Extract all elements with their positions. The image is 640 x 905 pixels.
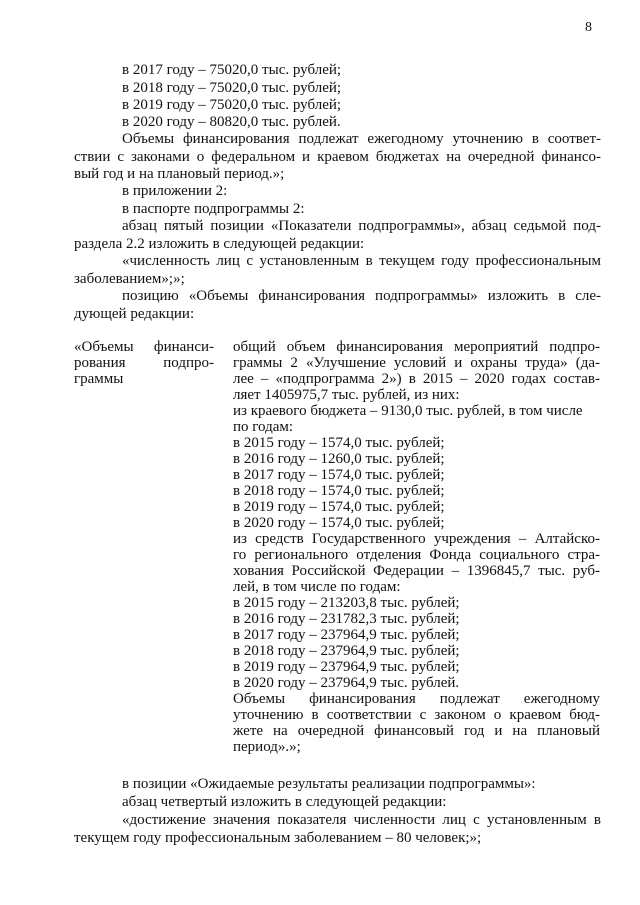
year-line: в 2018 году – 75020,0 тыс. рублей; (122, 80, 342, 96)
table-right-line: из средств Государственного учреждения – Алтайско- (233, 531, 600, 547)
page-number: 8 (585, 20, 592, 35)
table-right-line: по годам: (233, 419, 294, 435)
table-right-line: в 2018 году – 237964,9 тыс. рублей; (233, 643, 460, 659)
table-left-cell (74, 339, 214, 387)
table-right-line: лее – «подпрограмма 2») в 2015 – 2020 годах состав- (233, 371, 600, 387)
table-right-line: в 2017 году – 237964,9 тыс. рублей; (233, 627, 460, 643)
year-line: в 2020 году – 80820,0 тыс. рублей. (122, 114, 341, 130)
table-right-line: из краевого бюджета – 9130,0 тыс. рублей, в том числе (233, 403, 583, 419)
bottom-line: в позиции «Ожидаемые результаты реализации подпрограммы»: (122, 776, 536, 792)
passport-line: в паспорте подпрограммы 2: (122, 201, 305, 217)
table-left-line: граммы (74, 371, 124, 387)
table-right-line: Объемы финансирования подлежат ежегодному (233, 691, 600, 707)
year-line: в 2019 году – 75020,0 тыс. рублей; (122, 97, 342, 113)
table-right-line: в 2020 году – 1574,0 тыс. рублей; (233, 515, 445, 531)
table-right-line: уточнению в соответствии с законом о краевом бюд- (233, 707, 600, 723)
table-right-line: в 2016 году – 1260,0 тыс. рублей; (233, 451, 445, 467)
table-right-line: в 2017 году – 1574,0 тыс. рублей; (233, 467, 445, 483)
year-line: в 2017 году – 75020,0 тыс. рублей; (122, 62, 342, 78)
annex-line: в приложении 2: (122, 183, 228, 199)
table-right-line: жете на очередной финансовый год и на плановый (233, 723, 600, 739)
table-left-line: рования подпро- (74, 355, 214, 371)
table-right-line: в 2016 году – 231782,3 тыс. рублей; (233, 611, 460, 627)
table-right-line: в 2015 году – 1574,0 тыс. рублей; (233, 435, 445, 451)
final-quote-line: текущем году профессиональным заболеванием – 80 человек;»; (74, 830, 482, 846)
table-right-line: хования Российской Федерации – 1396845,7 тыс. руб- (233, 563, 600, 579)
paragraph-line: ствии с законами о федеральном и краевом бюджетах на очередной финансо- (74, 149, 601, 165)
table-right-line: в 2015 году – 213203,8 тыс. рублей; (233, 595, 460, 611)
table-right-line: го регионального отделения Фонда социального стра- (233, 547, 600, 563)
paragraph-line: Объемы финансирования подлежат ежегодному уточнению в соответ- (122, 131, 601, 147)
table-right-cell (233, 339, 600, 755)
table-right-line: период».»; (233, 739, 301, 755)
table-right-line: в 2020 году – 237964,9 тыс. рублей. (233, 675, 460, 691)
paragraph-line: позицию «Объемы финансирования подпрограммы» изложить в сле- (122, 288, 601, 304)
quote-line: «численность лиц с установленным в текущем году профессиональным (122, 253, 601, 269)
quote-line: заболеванием»;»; (74, 271, 185, 287)
table-right-line: в 2018 году – 1574,0 тыс. рублей; (233, 483, 445, 499)
paragraph-line: дующей редакции: (74, 306, 195, 322)
table-right-line: граммы 2 «Улучшение условий и охраны труда» (да- (233, 355, 600, 371)
final-quote-line: «достижение значения показателя численности лиц с установленным в (122, 812, 601, 828)
table-right-line: в 2019 году – 237964,9 тыс. рублей; (233, 659, 460, 675)
table-left-line: «Объемы финанси- (74, 339, 214, 355)
table-right-line: лей, в том числе по годам: (233, 579, 401, 595)
paragraph-line: раздела 2.2 изложить в следующей редакции: (74, 236, 365, 252)
table-right-line: ляет 1405975,7 тыс. рублей, из них: (233, 387, 460, 403)
table-right-line: общий объем финансирования мероприятий подпро- (233, 339, 600, 355)
table-right-line: в 2019 году – 1574,0 тыс. рублей; (233, 499, 445, 515)
paragraph-line: вый год и на плановый период.»; (74, 166, 285, 182)
paragraph-line: абзац пятый позиции «Показатели подпрограммы», абзац седьмой под- (122, 218, 601, 234)
bottom-line: абзац четвертый изложить в следующей редакции: (122, 794, 447, 810)
